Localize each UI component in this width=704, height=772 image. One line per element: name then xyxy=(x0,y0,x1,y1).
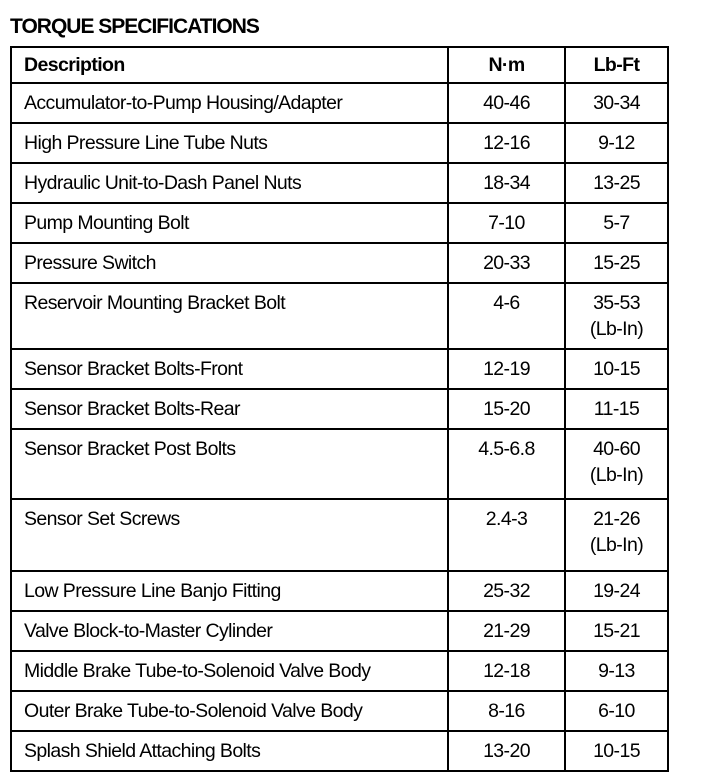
torque-spec-table xyxy=(10,46,669,772)
row-nm-value: 7-10 xyxy=(448,203,565,243)
table-row xyxy=(11,499,668,571)
row-lbft-value: 13-25 xyxy=(565,163,668,203)
row-description: High Pressure Line Tube Nuts xyxy=(11,123,448,163)
row-nm-value: 12-18 xyxy=(448,651,565,691)
row-description: Pump Mounting Bolt xyxy=(11,203,448,243)
row-lbft-value: 15-25 xyxy=(565,243,668,283)
table-row xyxy=(11,163,668,203)
row-description: Hydraulic Unit-to-Dash Panel Nuts xyxy=(11,163,448,203)
row-nm-value: 20-33 xyxy=(448,243,565,283)
row-lbft-value: 9-13 xyxy=(565,651,668,691)
row-nm-value: 12-19 xyxy=(448,349,565,389)
table-row xyxy=(11,571,668,611)
row-lbft-value: 19-24 xyxy=(565,571,668,611)
row-lbft-value: 11-15 xyxy=(565,389,668,429)
row-lbft-value: 9-12 xyxy=(565,123,668,163)
row-nm-value: 18-34 xyxy=(448,163,565,203)
row-description: Reservoir Mounting Bracket Bolt xyxy=(11,283,448,349)
row-description: Low Pressure Line Banjo Fitting xyxy=(11,571,448,611)
row-description: Sensor Bracket Post Bolts xyxy=(11,429,448,499)
page-title: TORQUE SPECIFICATIONS xyxy=(10,15,259,38)
row-nm-value: 15-20 xyxy=(448,389,565,429)
row-description: Splash Shield Attaching Bolts xyxy=(11,731,448,771)
row-description: Accumulator-to-Pump Housing/Adapter xyxy=(11,83,448,123)
table-row xyxy=(11,651,668,691)
table-row xyxy=(11,123,668,163)
row-nm-value: 2.4-3 xyxy=(448,499,565,571)
table-row xyxy=(11,389,668,429)
table-row xyxy=(11,691,668,731)
row-description: Middle Brake Tube-to-Solenoid Valve Body xyxy=(11,651,448,691)
row-nm-value: 4.5-6.8 xyxy=(448,429,565,499)
table-header-row xyxy=(11,47,668,83)
row-lbft-value: 35-53 xyxy=(593,292,640,314)
row-lbft-value: 6-10 xyxy=(565,691,668,731)
column-header-nm: N·m xyxy=(448,47,565,83)
row-lbft-value: 21-26 xyxy=(593,508,640,530)
row-description: Pressure Switch xyxy=(11,243,448,283)
row-description: Valve Block-to-Master Cylinder xyxy=(11,611,448,651)
row-nm-value: 12-16 xyxy=(448,123,565,163)
table-row xyxy=(11,611,668,651)
row-nm-value: 4-6 xyxy=(448,283,565,349)
row-nm-value: 21-29 xyxy=(448,611,565,651)
table-row xyxy=(11,83,668,123)
row-lbft-value: 15-21 xyxy=(565,611,668,651)
row-description: Sensor Bracket Bolts-Front xyxy=(11,349,448,389)
row-description: Sensor Set Screws xyxy=(11,499,448,571)
row-nm-value: 25-32 xyxy=(448,571,565,611)
row-lbft-value: 40-60 xyxy=(593,438,640,460)
row-description: Outer Brake Tube-to-Solenoid Valve Body xyxy=(11,691,448,731)
row-unit-note: (Lb-In) xyxy=(589,464,644,486)
table-row xyxy=(11,203,668,243)
column-header-description: Description xyxy=(11,47,448,83)
row-nm-value: 40-46 xyxy=(448,83,565,123)
row-nm-value: 8-16 xyxy=(448,691,565,731)
row-lbft-value: 30-34 xyxy=(565,83,668,123)
row-lbft-value: 5-7 xyxy=(565,203,668,243)
table-row xyxy=(11,243,668,283)
row-lbft-value: 10-15 xyxy=(565,731,668,771)
row-lbft-cell xyxy=(565,499,668,571)
row-unit-note: (Lb-In) xyxy=(589,318,644,340)
table-row xyxy=(11,731,668,771)
row-lbft-value: 10-15 xyxy=(565,349,668,389)
row-unit-note: (Lb-In) xyxy=(589,534,644,556)
table-row xyxy=(11,429,668,499)
table-row xyxy=(11,283,668,349)
row-lbft-cell xyxy=(565,283,668,349)
row-lbft-cell xyxy=(565,429,668,499)
table-row xyxy=(11,349,668,389)
row-description: Sensor Bracket Bolts-Rear xyxy=(11,389,448,429)
row-nm-value: 13-20 xyxy=(448,731,565,771)
column-header-lbft: Lb-Ft xyxy=(565,47,668,83)
